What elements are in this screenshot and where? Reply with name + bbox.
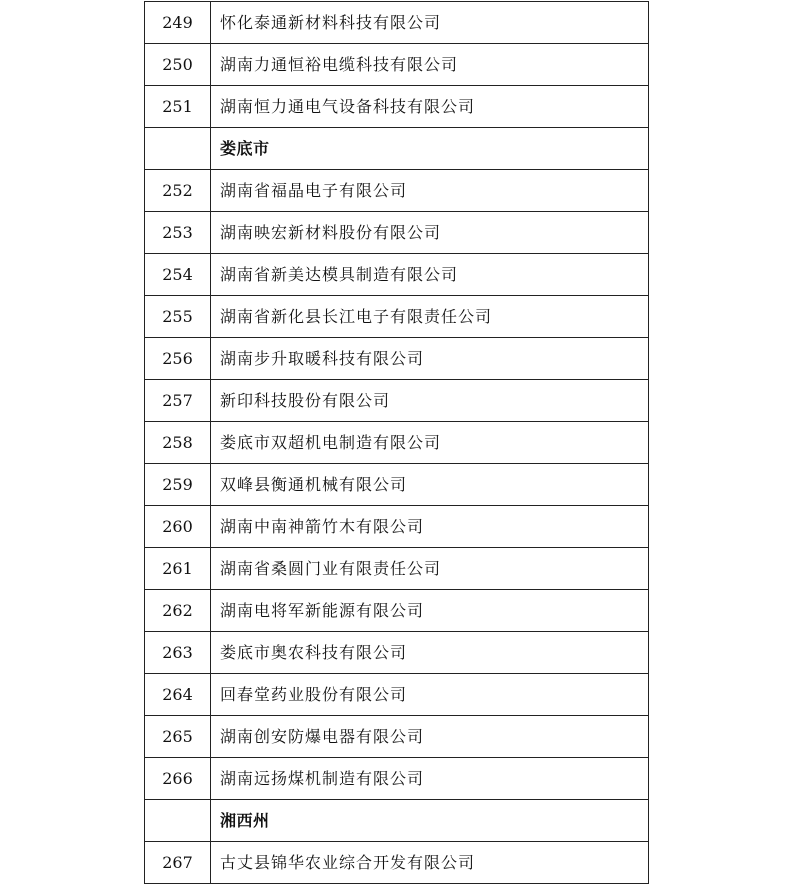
row-number: 262	[145, 590, 211, 632]
row-number-empty	[145, 128, 211, 170]
table-row	[145, 254, 649, 296]
table-row	[145, 86, 649, 128]
company-name: 湖南中南神箭竹木有限公司	[211, 506, 649, 548]
table-row	[145, 338, 649, 380]
table-row	[145, 212, 649, 254]
section-header-row	[145, 128, 649, 170]
company-name: 娄底市奥农科技有限公司	[211, 632, 649, 674]
row-number: 261	[145, 548, 211, 590]
row-number: 264	[145, 674, 211, 716]
row-number: 249	[145, 2, 211, 44]
table-row	[145, 590, 649, 632]
company-name: 娄底市双超机电制造有限公司	[211, 422, 649, 464]
company-name: 湖南恒力通电气设备科技有限公司	[211, 86, 649, 128]
company-name: 湖南力通恒裕电缆科技有限公司	[211, 44, 649, 86]
region-heading: 娄底市	[211, 128, 649, 170]
region-heading: 湘西州	[211, 800, 649, 842]
company-name: 怀化泰通新材料科技有限公司	[211, 2, 649, 44]
row-number: 254	[145, 254, 211, 296]
company-name: 湖南远扬煤机制造有限公司	[211, 758, 649, 800]
row-number: 258	[145, 422, 211, 464]
company-name: 新印科技股份有限公司	[211, 380, 649, 422]
table-row	[145, 716, 649, 758]
company-name: 湖南步升取暖科技有限公司	[211, 338, 649, 380]
company-name: 古丈县锦华农业综合开发有限公司	[211, 842, 649, 884]
company-list-table	[144, 1, 649, 884]
table-row	[145, 44, 649, 86]
table-row	[145, 674, 649, 716]
table-row	[145, 380, 649, 422]
table-row	[145, 422, 649, 464]
company-name: 湖南电将军新能源有限公司	[211, 590, 649, 632]
company-name: 湖南映宏新材料股份有限公司	[211, 212, 649, 254]
table-row	[145, 296, 649, 338]
row-number: 257	[145, 380, 211, 422]
company-name: 湖南省新化县长江电子有限责任公司	[211, 296, 649, 338]
row-number: 259	[145, 464, 211, 506]
company-name: 湖南省新美达模具制造有限公司	[211, 254, 649, 296]
company-name: 双峰县衡通机械有限公司	[211, 464, 649, 506]
company-name: 湖南创安防爆电器有限公司	[211, 716, 649, 758]
company-name: 湖南省桑圆门业有限责任公司	[211, 548, 649, 590]
company-name: 湖南省福晶电子有限公司	[211, 170, 649, 212]
table-row	[145, 2, 649, 44]
row-number: 253	[145, 212, 211, 254]
row-number: 267	[145, 842, 211, 884]
row-number: 251	[145, 86, 211, 128]
table-row	[145, 758, 649, 800]
table-row	[145, 548, 649, 590]
row-number: 255	[145, 296, 211, 338]
table-row	[145, 842, 649, 884]
row-number: 266	[145, 758, 211, 800]
row-number: 260	[145, 506, 211, 548]
company-name: 回春堂药业股份有限公司	[211, 674, 649, 716]
section-header-row	[145, 800, 649, 842]
table-row	[145, 464, 649, 506]
row-number: 256	[145, 338, 211, 380]
table-row	[145, 170, 649, 212]
row-number: 265	[145, 716, 211, 758]
row-number: 252	[145, 170, 211, 212]
table-row	[145, 506, 649, 548]
table-row	[145, 632, 649, 674]
row-number: 250	[145, 44, 211, 86]
row-number-empty	[145, 800, 211, 842]
row-number: 263	[145, 632, 211, 674]
